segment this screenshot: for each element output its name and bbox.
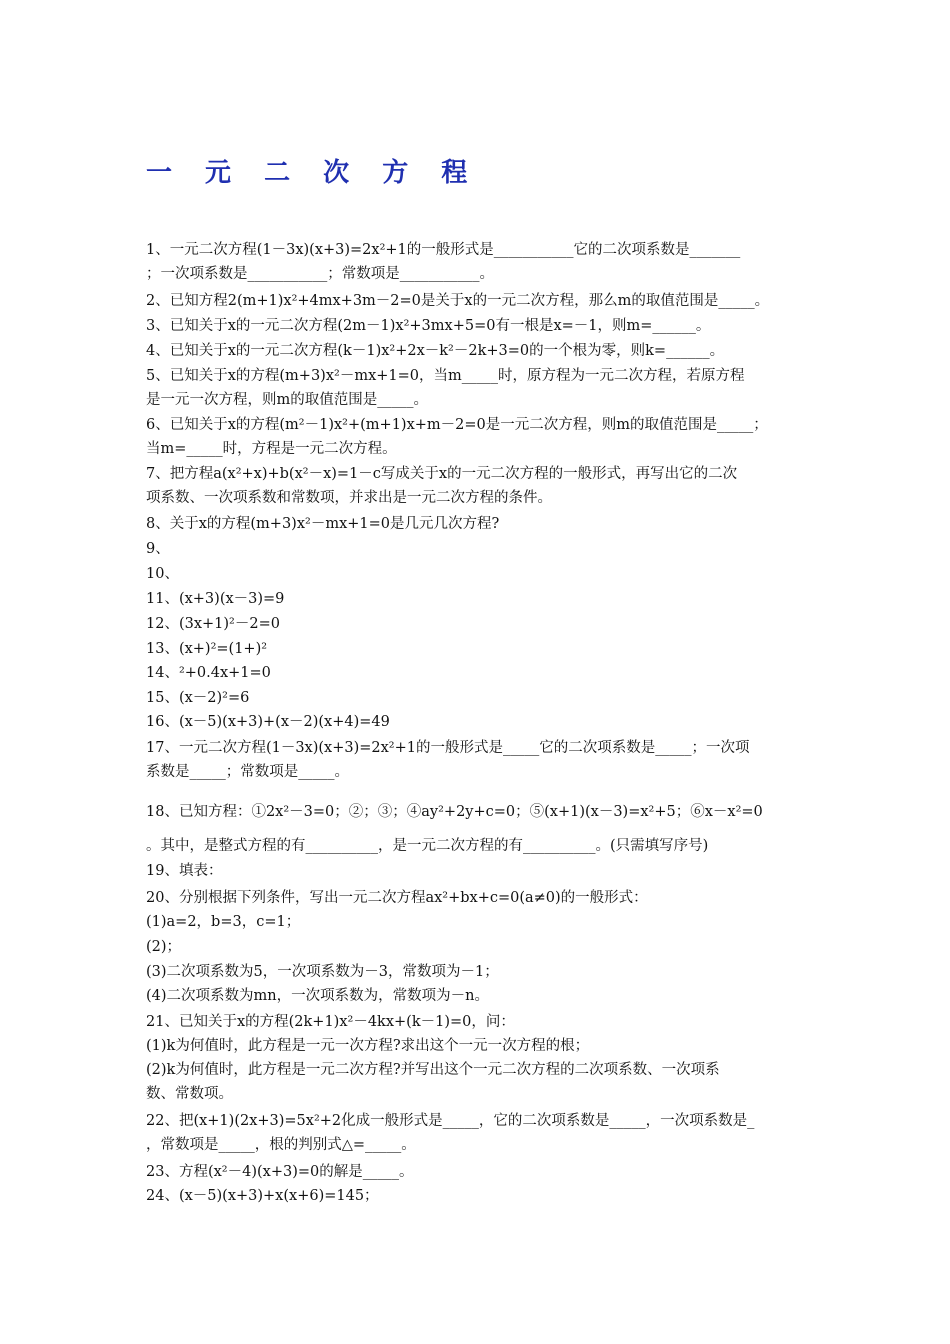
question-19 [146, 859, 806, 883]
question-1 [146, 238, 806, 286]
question-22-line-2: ，常数项是_____，根的判别式△=_____。 [146, 1137, 416, 1153]
question-7-line-2: 项系数、一次项系数和常数项，并求出是一元二次方程的条件。 [146, 490, 552, 506]
question-6-line-1: 6、已知关于x的方程(m²－1)x²+(m+1)x+m－2=0是一元二次方程，则m的取值范围是_____； [146, 417, 768, 433]
question-17-line-2: 系数是_____；常数项是_____。 [146, 764, 349, 780]
question-8-line-1: 8、关于x的方程(m+3)x²－mx+1=0是几元几次方程? [146, 516, 500, 532]
question-21-line-1: 21、已知关于x的方程(2k+1)x²－4kx+(k－1)=0，问： [146, 1014, 515, 1030]
question-21 [146, 1010, 806, 1034]
question-20-part-2 [146, 935, 806, 959]
question-20-part-3-line: (3)二次项系数为5，一次项系数为－3，常数项为－1； [146, 964, 499, 980]
question-15 [146, 686, 806, 710]
page-title: 一 元 二 次 方 程 [146, 158, 480, 188]
question-11-line-1: 11、(x+3)(x－3)=9 [146, 591, 285, 607]
question-4-line-1: 4、已知关于x的一元二次方程(k－1)x²+2x－k²－2k+3=0的一个根为零，则k=______。 [146, 343, 725, 359]
question-20-part-2-line: (2)； [146, 939, 182, 955]
question-17-line-1: 17、一元二次方程(1－3x)(x+3)=2x²+1的一般形式是_____它的二次项系数是_____；一次项 [146, 740, 750, 756]
question-8 [146, 512, 806, 536]
question-9 [146, 537, 806, 561]
question-22 [146, 1109, 806, 1157]
question-21-part-2-line-2: 数、常数项。 [146, 1086, 233, 1102]
question-4 [146, 339, 806, 363]
question-21-part-2 [146, 1058, 806, 1106]
question-12 [146, 612, 806, 636]
question-3 [146, 314, 806, 338]
question-5 [146, 364, 806, 412]
question-3-line-1: 3、已知关于x的一元二次方程(2m－1)x²+3mx+5=0有一根是x=－1，则m=______。 [146, 318, 711, 334]
question-13 [146, 637, 806, 661]
question-2 [146, 289, 806, 313]
question-23 [146, 1160, 806, 1184]
question-10 [146, 562, 806, 586]
question-20-part-3 [146, 960, 806, 984]
question-7 [146, 462, 806, 510]
question-22-line-1: 22、把(x+1)(2x+3)=5x²+2化成一般形式是_____，它的二次项系数是_____，一次项系数是_ [146, 1113, 755, 1129]
question-2-line-1: 2、已知方程2(m+1)x²+4mx+3m－2=0是关于x的一元二次方程，那么m的取值范围是_____。 [146, 293, 770, 309]
question-17 [146, 736, 806, 784]
question-6-line-2: 当m=_____时，方程是一元二次方程。 [146, 441, 397, 457]
question-20-line-1: 20、分别根据下列条件，写出一元二次方程ax²+bx+c=0(a≠0)的一般形式： [146, 890, 648, 906]
question-21-part-1 [146, 1034, 806, 1058]
question-1-line-2: ；一次项系数是___________；常数项是___________。 [146, 266, 494, 282]
question-15-line-1: 15、(x－2)²=6 [146, 690, 250, 706]
question-14 [146, 661, 806, 685]
question-11 [146, 587, 806, 611]
question-23-line-1: 23、方程(x²－4)(x+3)=0的解是_____。 [146, 1164, 414, 1180]
question-20-part-1-line: (1)a=2，b=3，c=1； [146, 914, 301, 930]
question-18 [146, 800, 806, 858]
question-20-part-4 [146, 984, 806, 1008]
question-1-line-1: 1、一元二次方程(1－3x)(x+3)=2x²+1的一般形式是___________它的二次项系数是_______ [146, 242, 741, 258]
question-21-part-2-line-1: (2)k为何值时，此方程是一元二次方程?并写出这个一元二次方程的二次项系数、一次项系 [146, 1062, 720, 1078]
question-24-line-1: 24、(x－5)(x+3)+x(x+6)=145； [146, 1188, 379, 1204]
question-12-line-1: 12、(3x+1)²－2=0 [146, 616, 280, 632]
question-19-line-1: 19、填表： [146, 863, 223, 879]
question-14-line-1: 14、²+0.4x+1=0 [146, 665, 271, 681]
question-16 [146, 710, 806, 734]
question-7-line-1: 7、把方程a(x²+x)+b(x²－x)=1－c写成关于x的一元二次方程的一般形式，再写出它的二次 [146, 466, 738, 482]
question-20-part-4-line: (4)二次项系数为mn，一次项系数为，常数项为－n。 [146, 988, 489, 1004]
question-16-line-1: 16、(x－5)(x+3)+(x－2)(x+4)=49 [146, 714, 390, 730]
question-13-line-1: 13、(x+)²=(1+)² [146, 641, 268, 657]
question-10-line-1: 10、 [146, 566, 179, 582]
question-9-line-1: 9、 [146, 541, 170, 557]
question-21-part-1-line: (1)k为何值时，此方程是一元一次方程?求出这个一元一次方程的根； [146, 1038, 590, 1054]
question-20 [146, 886, 806, 910]
question-18-line-1: 18、已知方程：①2x²－3=0；②；③；④ay²+2y+c=0；⑤(x+1)(x－3)=x²+5；⑥x－x²=0 [146, 804, 763, 820]
question-5-line-2: 是一元一次方程，则m的取值范围是_____。 [146, 392, 428, 408]
question-18-line-2: 。其中，是整式方程的有__________，是一元二次方程的有__________。(只需填写序号) [146, 838, 709, 854]
question-24 [146, 1184, 806, 1208]
question-6 [146, 413, 806, 461]
question-20-part-1 [146, 910, 806, 934]
question-5-line-1: 5、已知关于x的方程(m+3)x²－mx+1=0，当m_____时，原方程为一元二次方程，若原方程 [146, 368, 745, 384]
